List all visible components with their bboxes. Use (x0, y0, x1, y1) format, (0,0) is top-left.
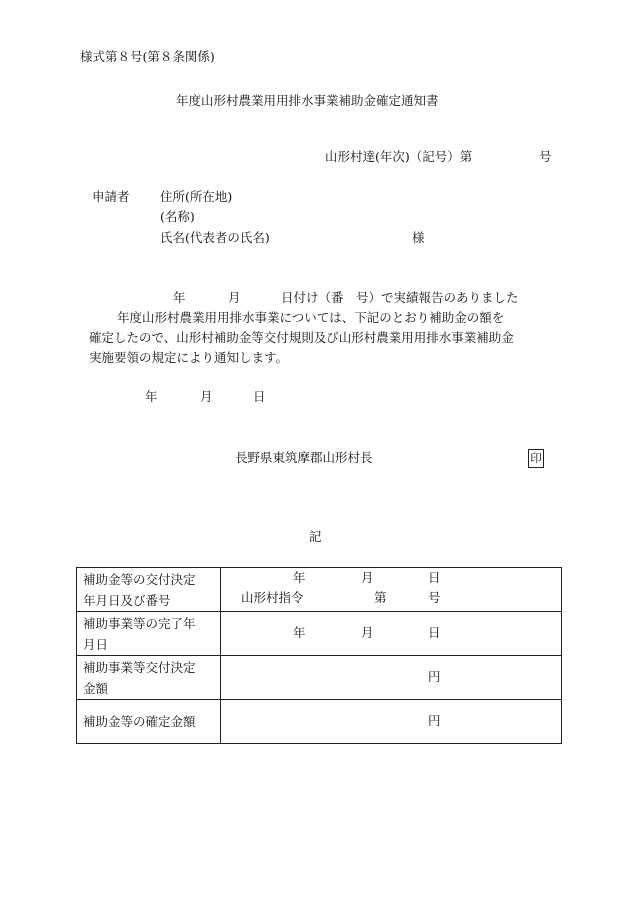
body-line2: 年度山形村農業用用排水事業については、下記のとおり補助金の額を (117, 310, 505, 325)
table-value-cell (221, 656, 562, 700)
number-suffix: 号 (428, 590, 441, 605)
table-label-line: 補助金等の交付決定 (83, 571, 196, 587)
table-label-line: 補助事業等の完了年 (83, 615, 196, 631)
table-value-cell (221, 568, 562, 612)
date-day: 日 (253, 389, 266, 404)
body-line4: 実施要領の規定により通知します。 (89, 350, 289, 365)
applicant-representative-label: 氏名(代表者の氏名) (160, 230, 270, 245)
designation-label: 山形村指令 (241, 590, 304, 605)
table-row (77, 568, 562, 612)
body-month: 月 (228, 290, 241, 305)
reference-number-suffix: 号 (539, 149, 552, 164)
table-label-cell (77, 700, 221, 744)
completion-month: 月 (361, 625, 374, 640)
table-label-line: 月日 (83, 636, 109, 652)
table-row (77, 612, 562, 656)
decision-day: 日 (428, 570, 441, 585)
table-label-line: 年月日及び番号 (83, 592, 171, 608)
honorific-sama: 様 (412, 230, 425, 245)
table-label-line: 補助金等の確定金額 (83, 714, 196, 729)
body-year: 年 (173, 290, 186, 305)
applicant-heading: 申請者 (92, 189, 130, 204)
table-label-cell (77, 568, 221, 612)
confirmed-amount-yen: 円 (428, 713, 441, 728)
body-line3: 確定したので、山形村補助金等交付規則及び山形村農業用用排水事業補助金 (89, 330, 514, 345)
date-year: 年 (145, 389, 158, 404)
record-table (76, 567, 562, 744)
applicant-name-label: (名称) (160, 209, 195, 224)
table-row (77, 656, 562, 700)
decision-year: 年 (293, 570, 306, 585)
date-month: 月 (200, 389, 213, 404)
table-value-cell (221, 612, 562, 656)
form-number-label: 様式第８号(第８条関係) (80, 49, 215, 64)
applicant-address-label: 住所(所在地) (160, 189, 233, 204)
ki-heading: 記 (309, 529, 322, 544)
completion-year: 年 (293, 625, 306, 640)
table-value-cell (221, 700, 562, 744)
table-row (77, 700, 562, 744)
reference-number-prefix: 山形村達(年次)（記号）第 (325, 149, 473, 164)
body-line1-rest: 日付け（番 号）で実績報告のありました (281, 290, 519, 305)
issuer-name: 長野県東筑摩郡山形村長 (235, 450, 373, 465)
number-prefix: 第 (374, 590, 387, 605)
decision-month: 月 (361, 570, 374, 585)
table-label-cell (77, 612, 221, 656)
table-label-line: 金額 (83, 680, 109, 696)
decision-amount-yen: 円 (428, 669, 441, 684)
table-label-cell (77, 656, 221, 700)
document-title: 年度山形村農業用用排水事業補助金確定通知書 (176, 93, 439, 108)
seal-mark: 印 (528, 449, 544, 468)
completion-day: 日 (428, 625, 441, 640)
table-label-line: 補助事業等交付決定 (83, 659, 196, 675)
